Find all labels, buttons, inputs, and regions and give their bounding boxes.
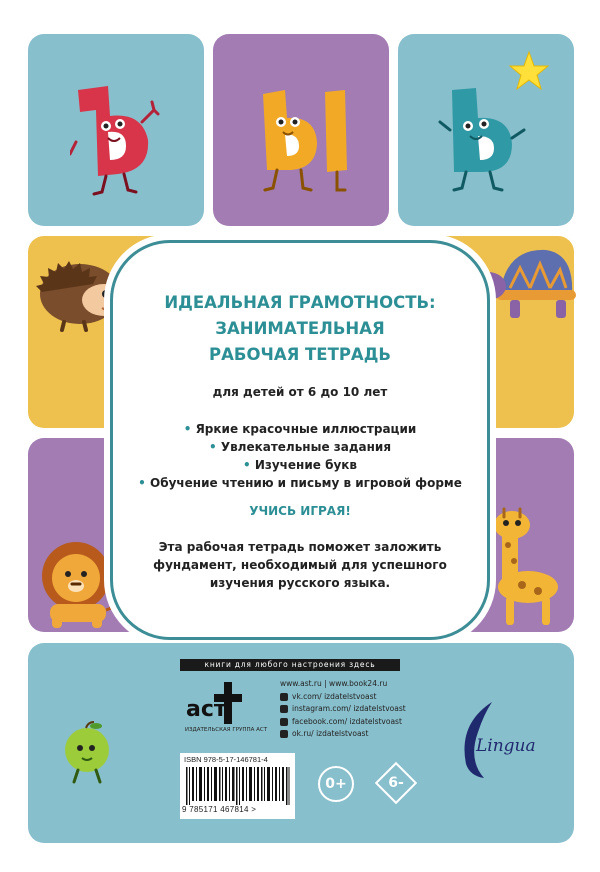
logo-text: аст — [186, 697, 227, 722]
feature-item — [113, 474, 487, 492]
lingua-logo-text: Lingua — [476, 736, 536, 756]
publisher-name: ИЗДАТЕЛЬСКАЯ ГРУППА АСТ — [184, 727, 268, 733]
apple-character-illustration — [58, 720, 116, 784]
bullet-icon: • — [208, 440, 217, 454]
hard-sign-character — [70, 82, 170, 197]
description-line: Эта рабочая тетрадь поможет заложить — [158, 540, 442, 554]
book-title — [113, 290, 487, 368]
barcode-number: 9 785171 467814 > — [182, 805, 257, 814]
feature-list — [113, 420, 487, 492]
bullet-icon: • — [183, 422, 192, 436]
contact-links — [280, 678, 406, 741]
instagram-link[interactable] — [280, 703, 406, 716]
slogan: УЧИСЬ ИГРАЯ! — [249, 504, 351, 518]
feature-item — [113, 420, 487, 438]
title-line: ЗАНИМАТЕЛЬНАЯ — [215, 319, 385, 338]
ok-link-text: ok.ru/ izdatelstvoast — [292, 729, 369, 738]
ast-logo — [184, 678, 250, 726]
tagline-bar: книги для любого настроения здесь — [180, 659, 400, 671]
instagram-icon — [280, 705, 288, 713]
feature-item — [113, 456, 487, 474]
bullet-icon: • — [138, 476, 146, 490]
age-label: 6- — [388, 775, 404, 791]
facebook-link[interactable] — [280, 716, 406, 729]
vk-icon — [280, 693, 288, 701]
instagram-link-text: instagram.com/ izdatelstvoast — [292, 704, 406, 713]
description-line: фундамент, необходимый для успешного — [153, 558, 447, 572]
ok-icon — [280, 730, 288, 738]
isbn: ISBN 978-5-17-146781-4 — [184, 755, 268, 764]
soft-sign-character — [438, 82, 538, 194]
vk-link-text: vk.com/ izdatelstvoast — [292, 691, 377, 701]
feature-item — [113, 438, 487, 456]
barcode — [180, 753, 295, 819]
feature-text: Обучение чтению и письму в игровой форме — [150, 476, 462, 490]
ok-link[interactable] — [280, 728, 406, 741]
facebook-icon — [280, 718, 288, 726]
barcode-bars — [186, 767, 290, 805]
age-rating-badge: 0+ — [318, 766, 354, 802]
title-line: РАБОЧАЯ ТЕТРАДЬ — [209, 345, 391, 364]
info-panel — [110, 240, 490, 640]
websites[interactable] — [280, 678, 406, 691]
websites-text: www.ast.ru | www.book24.ru — [280, 679, 388, 688]
feature-text: Изучение букв — [254, 458, 358, 472]
feature-text: Яркие красочные иллюстрации — [195, 422, 417, 436]
vk-link[interactable] — [280, 691, 406, 704]
bullet-icon: • — [242, 458, 251, 472]
star-icon — [508, 50, 550, 92]
title-line: ИДЕАЛЬНАЯ ГРАМОТНОСТЬ: — [164, 293, 436, 312]
description — [113, 538, 487, 592]
giraffe-illustration — [482, 505, 566, 627]
yeru-letter-character — [255, 84, 355, 196]
age-range: для детей от 6 до 10 лет — [212, 385, 388, 399]
description-line: изучения русского языка. — [209, 576, 391, 590]
feature-text: Увлекательные задания — [220, 440, 392, 454]
facebook-link-text: facebook.com/ izdatelstvoast — [292, 716, 402, 726]
